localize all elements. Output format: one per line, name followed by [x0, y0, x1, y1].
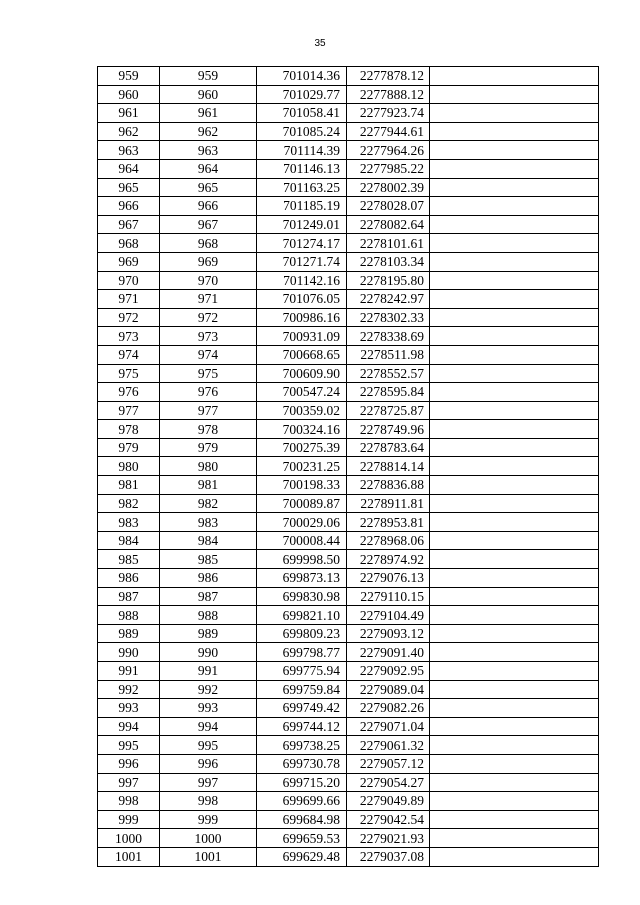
point-id-cell: 959 [160, 67, 257, 86]
point-id-cell: 969 [160, 252, 257, 271]
empty-cell [430, 327, 599, 346]
empty-cell [430, 792, 599, 811]
point-id-cell: 967 [160, 215, 257, 234]
point-number-cell: 983 [98, 513, 160, 532]
x-coordinate-cell: 700089.87 [257, 494, 347, 513]
point-number-cell: 977 [98, 401, 160, 420]
table-row [98, 606, 599, 625]
x-coordinate-cell: 699830.98 [257, 587, 347, 606]
empty-cell [430, 197, 599, 216]
empty-cell [430, 104, 599, 123]
point-id-cell: 988 [160, 606, 257, 625]
x-coordinate-cell: 699749.42 [257, 699, 347, 718]
table-row [98, 159, 599, 178]
point-number-cell: 976 [98, 383, 160, 402]
y-coordinate-cell: 2279021.93 [347, 829, 430, 848]
point-id-cell: 1001 [160, 847, 257, 866]
table-row [98, 67, 599, 86]
y-coordinate-cell: 2278814.14 [347, 457, 430, 476]
x-coordinate-cell: 699798.77 [257, 643, 347, 662]
point-number-cell: 963 [98, 141, 160, 160]
x-coordinate-cell: 700231.25 [257, 457, 347, 476]
point-number-cell: 967 [98, 215, 160, 234]
point-id-cell: 976 [160, 383, 257, 402]
point-number-cell: 970 [98, 271, 160, 290]
table-row [98, 197, 599, 216]
point-id-cell: 977 [160, 401, 257, 420]
y-coordinate-cell: 2278195.80 [347, 271, 430, 290]
table-row [98, 587, 599, 606]
empty-cell [430, 215, 599, 234]
y-coordinate-cell: 2278302.33 [347, 308, 430, 327]
point-number-cell: 992 [98, 680, 160, 699]
point-id-cell: 962 [160, 122, 257, 141]
point-id-cell: 1000 [160, 829, 257, 848]
coordinates-table [97, 66, 599, 867]
point-id-cell: 992 [160, 680, 257, 699]
x-coordinate-cell: 701142.16 [257, 271, 347, 290]
y-coordinate-cell: 2277944.61 [347, 122, 430, 141]
table-row [98, 401, 599, 420]
point-number-cell: 975 [98, 364, 160, 383]
y-coordinate-cell: 2278082.64 [347, 215, 430, 234]
empty-cell [430, 569, 599, 588]
table-row [98, 85, 599, 104]
y-coordinate-cell: 2279042.54 [347, 810, 430, 829]
point-id-cell: 998 [160, 792, 257, 811]
point-number-cell: 969 [98, 252, 160, 271]
empty-cell [430, 624, 599, 643]
point-id-cell: 980 [160, 457, 257, 476]
point-id-cell: 985 [160, 550, 257, 569]
table-row [98, 476, 599, 495]
point-id-cell: 975 [160, 364, 257, 383]
x-coordinate-cell: 700547.24 [257, 383, 347, 402]
empty-cell [430, 699, 599, 718]
point-id-cell: 989 [160, 624, 257, 643]
y-coordinate-cell: 2278103.34 [347, 252, 430, 271]
table-row [98, 531, 599, 550]
point-number-cell: 996 [98, 754, 160, 773]
empty-cell [430, 401, 599, 420]
point-id-cell: 999 [160, 810, 257, 829]
point-id-cell: 983 [160, 513, 257, 532]
empty-cell [430, 420, 599, 439]
x-coordinate-cell: 699629.48 [257, 847, 347, 866]
y-coordinate-cell: 2279054.27 [347, 773, 430, 792]
point-id-cell: 994 [160, 717, 257, 736]
point-number-cell: 979 [98, 438, 160, 457]
point-id-cell: 972 [160, 308, 257, 327]
table-row [98, 383, 599, 402]
point-id-cell: 984 [160, 531, 257, 550]
y-coordinate-cell: 2277878.12 [347, 67, 430, 86]
point-id-cell: 981 [160, 476, 257, 495]
empty-cell [430, 531, 599, 550]
y-coordinate-cell: 2279104.49 [347, 606, 430, 625]
point-number-cell: 989 [98, 624, 160, 643]
empty-cell [430, 662, 599, 681]
empty-cell [430, 85, 599, 104]
table-row [98, 252, 599, 271]
x-coordinate-cell: 699998.50 [257, 550, 347, 569]
point-number-cell: 993 [98, 699, 160, 718]
empty-cell [430, 587, 599, 606]
y-coordinate-cell: 2278783.64 [347, 438, 430, 457]
empty-cell [430, 290, 599, 309]
x-coordinate-cell: 700275.39 [257, 438, 347, 457]
point-number-cell: 974 [98, 345, 160, 364]
x-coordinate-cell: 699715.20 [257, 773, 347, 792]
point-id-cell: 968 [160, 234, 257, 253]
table-row [98, 717, 599, 736]
empty-cell [430, 736, 599, 755]
y-coordinate-cell: 2278968.06 [347, 531, 430, 550]
point-number-cell: 961 [98, 104, 160, 123]
x-coordinate-cell: 701014.36 [257, 67, 347, 86]
point-number-cell: 997 [98, 773, 160, 792]
empty-cell [430, 457, 599, 476]
point-id-cell: 996 [160, 754, 257, 773]
x-coordinate-cell: 701085.24 [257, 122, 347, 141]
x-coordinate-cell: 699821.10 [257, 606, 347, 625]
point-number-cell: 987 [98, 587, 160, 606]
table-row [98, 420, 599, 439]
point-number-cell: 995 [98, 736, 160, 755]
table-row [98, 550, 599, 569]
point-number-cell: 980 [98, 457, 160, 476]
x-coordinate-cell: 701249.01 [257, 215, 347, 234]
y-coordinate-cell: 2278552.57 [347, 364, 430, 383]
y-coordinate-cell: 2278028.07 [347, 197, 430, 216]
table-row [98, 662, 599, 681]
table-row [98, 569, 599, 588]
table-row [98, 215, 599, 234]
table-row [98, 792, 599, 811]
y-coordinate-cell: 2277964.26 [347, 141, 430, 160]
table-row [98, 699, 599, 718]
y-coordinate-cell: 2277888.12 [347, 85, 430, 104]
empty-cell [430, 680, 599, 699]
y-coordinate-cell: 2279076.13 [347, 569, 430, 588]
empty-cell [430, 271, 599, 290]
y-coordinate-cell: 2278836.88 [347, 476, 430, 495]
x-coordinate-cell: 701185.19 [257, 197, 347, 216]
empty-cell [430, 234, 599, 253]
empty-cell [430, 494, 599, 513]
point-number-cell: 966 [98, 197, 160, 216]
empty-cell [430, 178, 599, 197]
empty-cell [430, 550, 599, 569]
table-row [98, 810, 599, 829]
x-coordinate-cell: 699809.23 [257, 624, 347, 643]
y-coordinate-cell: 2278974.92 [347, 550, 430, 569]
table-row [98, 494, 599, 513]
x-coordinate-cell: 700359.02 [257, 401, 347, 420]
empty-cell [430, 513, 599, 532]
point-id-cell: 997 [160, 773, 257, 792]
coordinates-table-body [98, 67, 599, 867]
y-coordinate-cell: 2278911.81 [347, 494, 430, 513]
empty-cell [430, 159, 599, 178]
y-coordinate-cell: 2278749.96 [347, 420, 430, 439]
point-id-cell: 970 [160, 271, 257, 290]
x-coordinate-cell: 700609.90 [257, 364, 347, 383]
x-coordinate-cell: 699699.66 [257, 792, 347, 811]
empty-cell [430, 364, 599, 383]
point-id-cell: 963 [160, 141, 257, 160]
empty-cell [430, 308, 599, 327]
y-coordinate-cell: 2279091.40 [347, 643, 430, 662]
empty-cell [430, 383, 599, 402]
point-id-cell: 974 [160, 345, 257, 364]
table-row [98, 624, 599, 643]
table-row [98, 754, 599, 773]
x-coordinate-cell: 701114.39 [257, 141, 347, 160]
y-coordinate-cell: 2279093.12 [347, 624, 430, 643]
table-row [98, 290, 599, 309]
table-row [98, 271, 599, 290]
table-row [98, 643, 599, 662]
y-coordinate-cell: 2279092.95 [347, 662, 430, 681]
empty-cell [430, 141, 599, 160]
empty-cell [430, 606, 599, 625]
table-row [98, 513, 599, 532]
table-row [98, 457, 599, 476]
empty-cell [430, 829, 599, 848]
point-id-cell: 960 [160, 85, 257, 104]
point-number-cell: 990 [98, 643, 160, 662]
y-coordinate-cell: 2279061.32 [347, 736, 430, 755]
empty-cell [430, 847, 599, 866]
point-id-cell: 964 [160, 159, 257, 178]
point-number-cell: 985 [98, 550, 160, 569]
table-row [98, 736, 599, 755]
point-id-cell: 978 [160, 420, 257, 439]
empty-cell [430, 345, 599, 364]
x-coordinate-cell: 699730.78 [257, 754, 347, 773]
table-row [98, 178, 599, 197]
y-coordinate-cell: 2278511.98 [347, 345, 430, 364]
empty-cell [430, 717, 599, 736]
x-coordinate-cell: 700029.06 [257, 513, 347, 532]
y-coordinate-cell: 2278101.61 [347, 234, 430, 253]
point-id-cell: 971 [160, 290, 257, 309]
table-row [98, 847, 599, 866]
empty-cell [430, 810, 599, 829]
point-number-cell: 978 [98, 420, 160, 439]
table-row [98, 104, 599, 123]
table-row [98, 364, 599, 383]
empty-cell [430, 773, 599, 792]
y-coordinate-cell: 2277985.22 [347, 159, 430, 178]
point-number-cell: 981 [98, 476, 160, 495]
page-number: 35 [314, 38, 326, 49]
point-id-cell: 961 [160, 104, 257, 123]
table-row [98, 773, 599, 792]
point-number-cell: 964 [98, 159, 160, 178]
x-coordinate-cell: 700986.16 [257, 308, 347, 327]
point-id-cell: 966 [160, 197, 257, 216]
x-coordinate-cell: 699744.12 [257, 717, 347, 736]
point-number-cell: 971 [98, 290, 160, 309]
y-coordinate-cell: 2278002.39 [347, 178, 430, 197]
table-row [98, 438, 599, 457]
table-row [98, 327, 599, 346]
y-coordinate-cell: 2277923.74 [347, 104, 430, 123]
point-number-cell: 984 [98, 531, 160, 550]
point-number-cell: 965 [98, 178, 160, 197]
point-id-cell: 979 [160, 438, 257, 457]
x-coordinate-cell: 700008.44 [257, 531, 347, 550]
point-number-cell: 986 [98, 569, 160, 588]
table-row [98, 308, 599, 327]
point-id-cell: 982 [160, 494, 257, 513]
y-coordinate-cell: 2278953.81 [347, 513, 430, 532]
point-id-cell: 991 [160, 662, 257, 681]
x-coordinate-cell: 699738.25 [257, 736, 347, 755]
point-number-cell: 1000 [98, 829, 160, 848]
empty-cell [430, 252, 599, 271]
empty-cell [430, 754, 599, 773]
y-coordinate-cell: 2278595.84 [347, 383, 430, 402]
empty-cell [430, 67, 599, 86]
point-number-cell: 960 [98, 85, 160, 104]
point-number-cell: 973 [98, 327, 160, 346]
x-coordinate-cell: 699759.84 [257, 680, 347, 699]
x-coordinate-cell: 700324.16 [257, 420, 347, 439]
table-row [98, 680, 599, 699]
y-coordinate-cell: 2279089.04 [347, 680, 430, 699]
x-coordinate-cell: 699873.13 [257, 569, 347, 588]
point-id-cell: 965 [160, 178, 257, 197]
point-id-cell: 993 [160, 699, 257, 718]
x-coordinate-cell: 701076.05 [257, 290, 347, 309]
y-coordinate-cell: 2278725.87 [347, 401, 430, 420]
y-coordinate-cell: 2279110.15 [347, 587, 430, 606]
point-number-cell: 972 [98, 308, 160, 327]
y-coordinate-cell: 2279071.04 [347, 717, 430, 736]
point-number-cell: 988 [98, 606, 160, 625]
point-id-cell: 995 [160, 736, 257, 755]
x-coordinate-cell: 701271.74 [257, 252, 347, 271]
empty-cell [430, 122, 599, 141]
x-coordinate-cell: 700668.65 [257, 345, 347, 364]
x-coordinate-cell: 699775.94 [257, 662, 347, 681]
x-coordinate-cell: 700931.09 [257, 327, 347, 346]
point-id-cell: 987 [160, 587, 257, 606]
x-coordinate-cell: 700198.33 [257, 476, 347, 495]
y-coordinate-cell: 2279037.08 [347, 847, 430, 866]
x-coordinate-cell: 699684.98 [257, 810, 347, 829]
y-coordinate-cell: 2278338.69 [347, 327, 430, 346]
table-row [98, 829, 599, 848]
point-number-cell: 982 [98, 494, 160, 513]
empty-cell [430, 438, 599, 457]
point-number-cell: 962 [98, 122, 160, 141]
table-row [98, 141, 599, 160]
table-row [98, 234, 599, 253]
x-coordinate-cell: 701029.77 [257, 85, 347, 104]
point-number-cell: 991 [98, 662, 160, 681]
point-id-cell: 973 [160, 327, 257, 346]
table-row [98, 122, 599, 141]
point-number-cell: 968 [98, 234, 160, 253]
x-coordinate-cell: 701058.41 [257, 104, 347, 123]
x-coordinate-cell: 701163.25 [257, 178, 347, 197]
point-number-cell: 998 [98, 792, 160, 811]
table-row [98, 345, 599, 364]
y-coordinate-cell: 2278242.97 [347, 290, 430, 309]
empty-cell [430, 476, 599, 495]
point-number-cell: 959 [98, 67, 160, 86]
point-id-cell: 990 [160, 643, 257, 662]
y-coordinate-cell: 2279049.89 [347, 792, 430, 811]
y-coordinate-cell: 2279057.12 [347, 754, 430, 773]
x-coordinate-cell: 701146.13 [257, 159, 347, 178]
point-number-cell: 999 [98, 810, 160, 829]
empty-cell [430, 643, 599, 662]
point-number-cell: 994 [98, 717, 160, 736]
point-number-cell: 1001 [98, 847, 160, 866]
x-coordinate-cell: 699659.53 [257, 829, 347, 848]
point-id-cell: 986 [160, 569, 257, 588]
y-coordinate-cell: 2279082.26 [347, 699, 430, 718]
x-coordinate-cell: 701274.17 [257, 234, 347, 253]
